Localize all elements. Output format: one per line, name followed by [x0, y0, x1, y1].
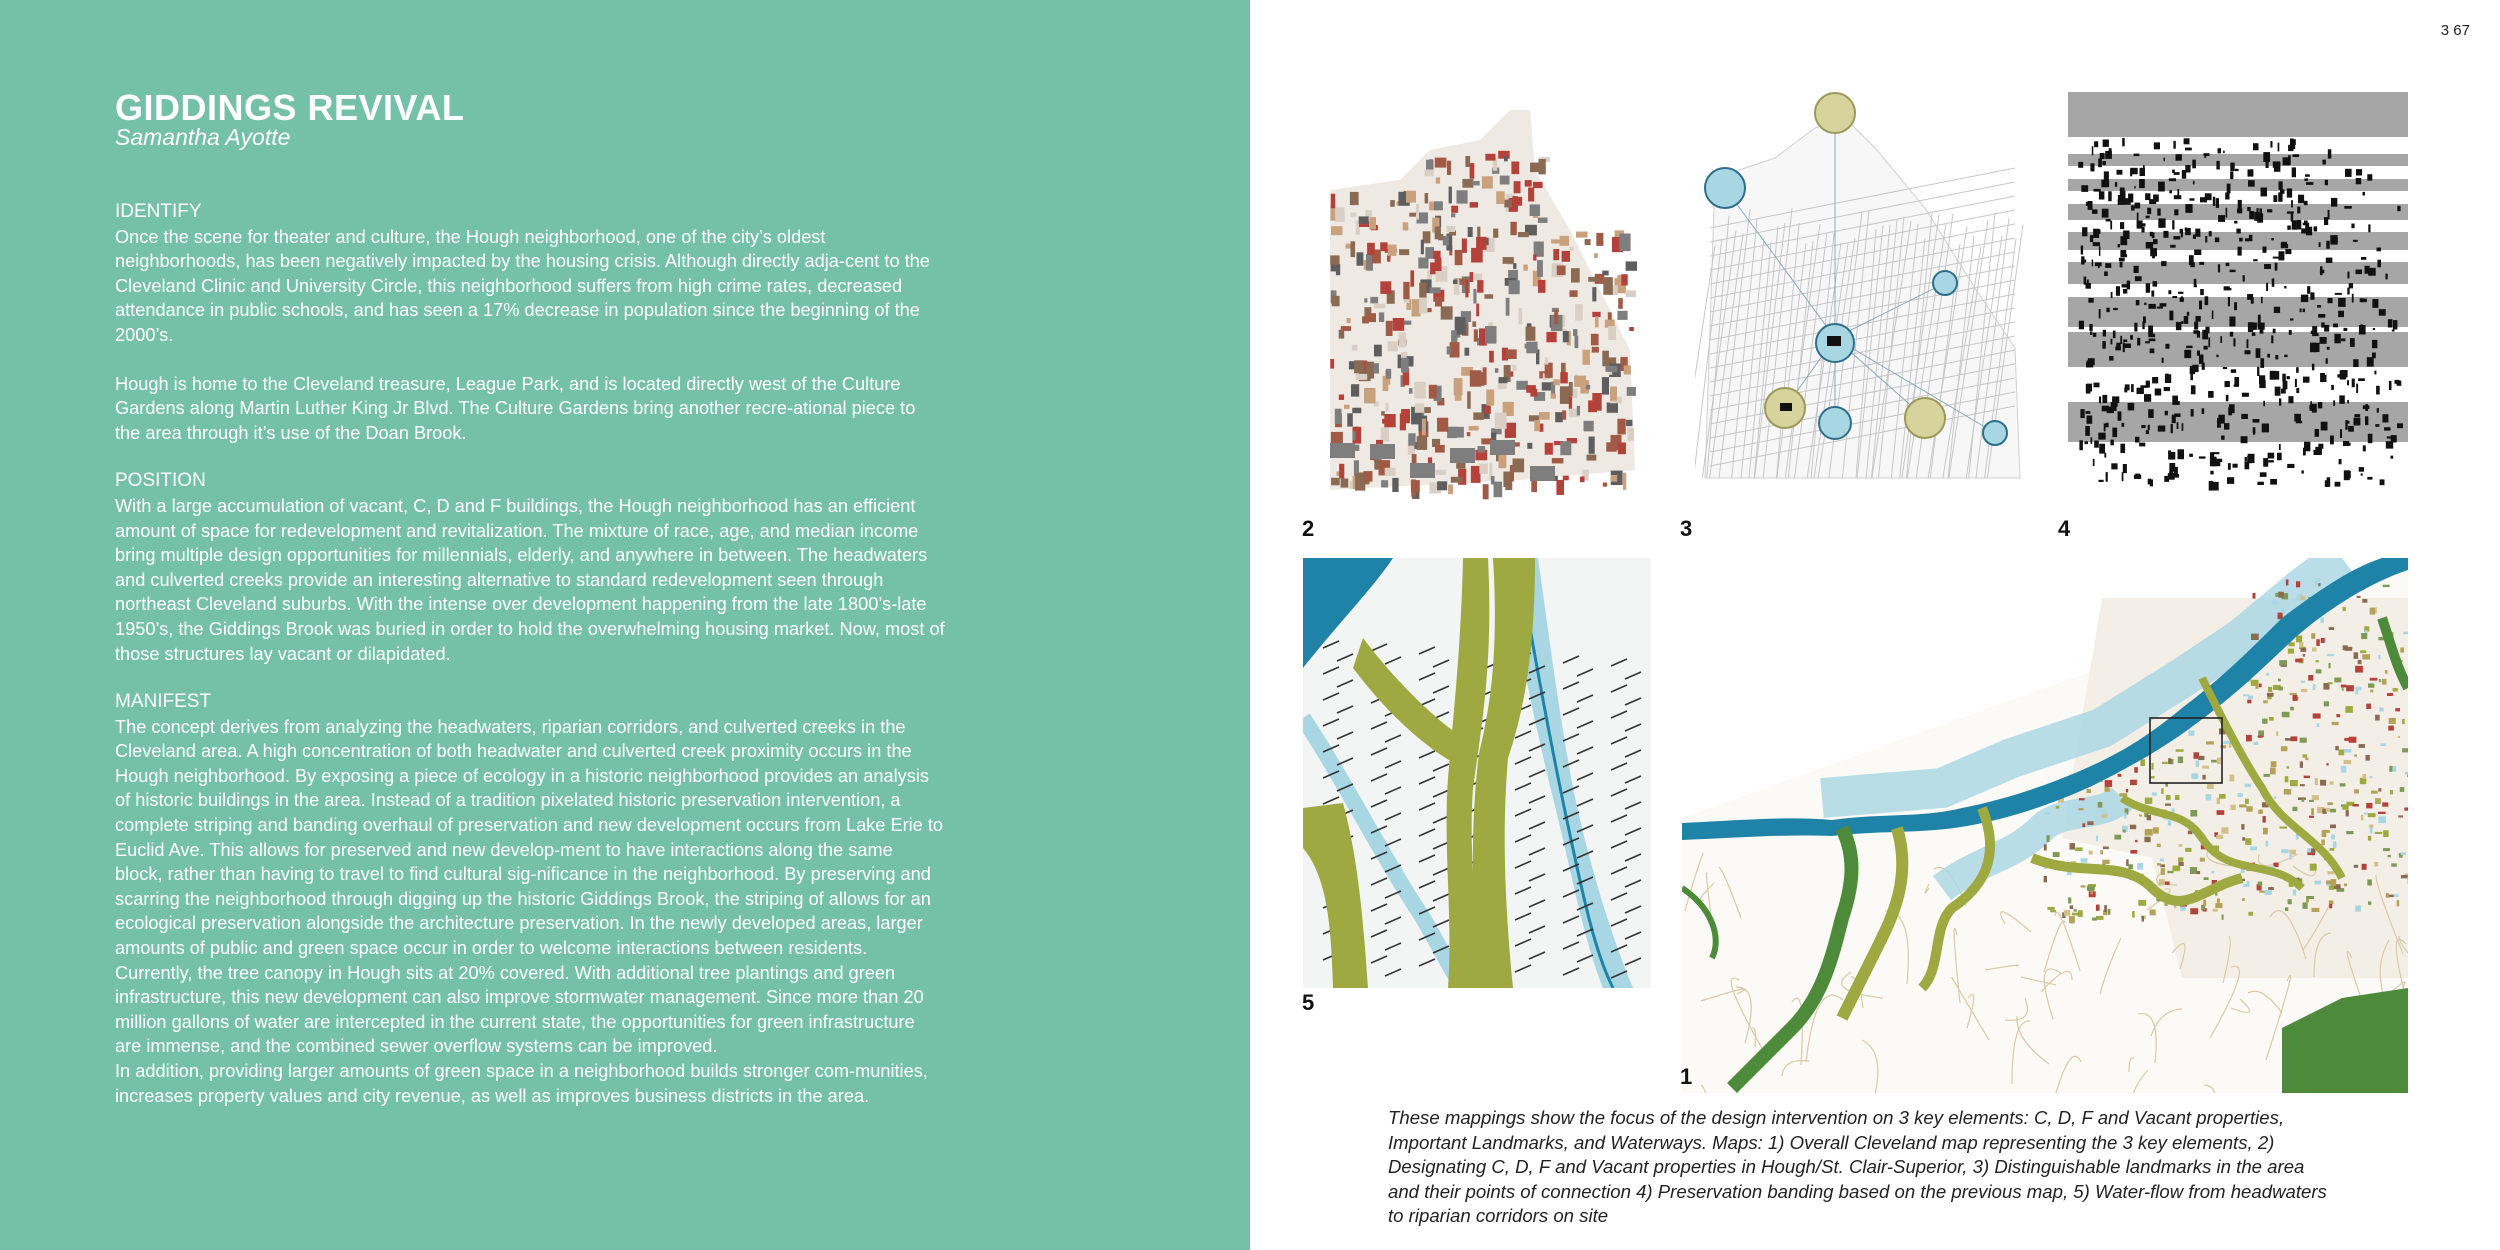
page-title: GIDDINGS REVIVAL: [115, 87, 465, 128]
map-preservation-banding: [2068, 92, 2408, 492]
section-paragraph: Hough is home to the Cleveland treasure, League Park, and is located directly west of the Culture Gardens along Martin Luther King Jr Blvd. The Culture Gardens bring another recre-ational piece to the area through it’s use of the Doan Brook.: [115, 373, 916, 443]
section-heading: IDENTIFY: [115, 201, 202, 222]
map-label: 2: [1302, 516, 1315, 541]
map-label: 1: [1680, 1064, 1693, 1089]
map-label: 5: [1302, 990, 1315, 1015]
section-paragraph: With a large accumulation of vacant, C, D and F buildings, the Hough neighborhood has an efficient amount of space for redevelopment and revitalization. The mixture of race, age, and median income bring multiple design opportunities for millennials, elderly, and anywhere in between. The headwaters and culverted creeks provide an interesting alternative to standard redevelopment seen through northeast Cleveland suburbs. With the intense over development happening from the late 1800’s-late 1950’s, the Giddings Brook was buried in order to hold the overwhelming housing market. Now, most of those structures lay vacant or dilapidated.: [115, 495, 945, 664]
section-manifest: [115, 690, 945, 1108]
body-text: [115, 200, 945, 1132]
section-identify: [115, 200, 945, 445]
map-cleveland-overall-graphic: [1682, 558, 2408, 1093]
section-position: [115, 469, 945, 666]
map-landmarks-graphic: [1695, 88, 2025, 488]
page-number: 3 67: [2440, 22, 2470, 39]
map-water-flow: [1303, 558, 1651, 988]
map-preservation-banding-graphic: [2068, 92, 2408, 492]
author-name: Samantha Ayotte: [115, 124, 291, 150]
figure-caption: These mappings show the focus of the design intervention on 3 key elements: C, D, F and Vacant properties, Important Landmarks, and Waterways. Maps: 1) Overall Cleveland map representing the 3 key elements, 2) Designating C, D, F and Vacant properties in Hough/St. Clair-Superior, 3) Distinguishable landmarks in the area and their points of connection 4) Preservation banding based on the previous map, 5) Water-flow from headwaters to riparian corridors on site: [1388, 1107, 2327, 1227]
section-paragraph: In addition, providing larger amounts of green space in a neighborhood builds stronger com-munities, increases property values and city revenue, as well as improves business districts in the area.: [115, 1061, 928, 1106]
map-label: 4: [2058, 516, 2071, 541]
map-landmarks: [1695, 88, 2025, 488]
section-paragraph: Once the scene for theater and culture, the Hough neighborhood, one of the city’s oldest neighborhoods, has been negatively impacted by the housing crisis. Although directly adja-cent to the Cleveland Clinic and University Circle, this neighborhood suffers from high crime rates, decreased attendance in public schools, and has seen a 17% decrease in population since the beginning of the 2000’s.: [115, 226, 930, 345]
section-heading: POSITION: [115, 470, 206, 492]
section-paragraph: The concept derives from analyzing the headwaters, riparian corridors, and culverted creeks in the Cleveland area. A high concentration of both headwater and culverted creek proximity occurs in the Hough neighborhood. By exposing a piece of ecology in a historic neighborhood provides an analysis of historic buildings in the area. Instead of a tradition pixelated historic preservation intervention, a complete striping and banding overhaul of preservation and new development occurs from Lake Erie to Euclid Ave. This allows for preserved and new develop-ment to have interactions along the same block, rather than having to travel to find cultural sig-nificance in the neighborhood. By preserving and scarring the neighborhood through digging up the historic Giddings Brook, the striping of allows for an ecological preservation alongside the architecture preservation. In the newly developed areas, larger amounts of public and green space occur in order to welcome interactions between residents. Currently, the tree canopy in Hough sits at 20% covered. With additional tree plantings and green infrastructure, this new development can also improve stormwater management. Since more than 20 million gallons of water are intercepted in the current state, the opportunities for green infrastructure are immense, and the combined sewer overflow systems can be improved.: [115, 716, 944, 1057]
map-cleveland-overall: [1682, 558, 2408, 1093]
map-water-flow-graphic: [1303, 558, 1651, 988]
section-heading: MANIFEST: [115, 691, 212, 713]
map-cdf-properties-graphic: [1320, 110, 1640, 500]
map-label: 3: [1680, 516, 1693, 541]
map-cdf-properties: [1320, 110, 1640, 500]
